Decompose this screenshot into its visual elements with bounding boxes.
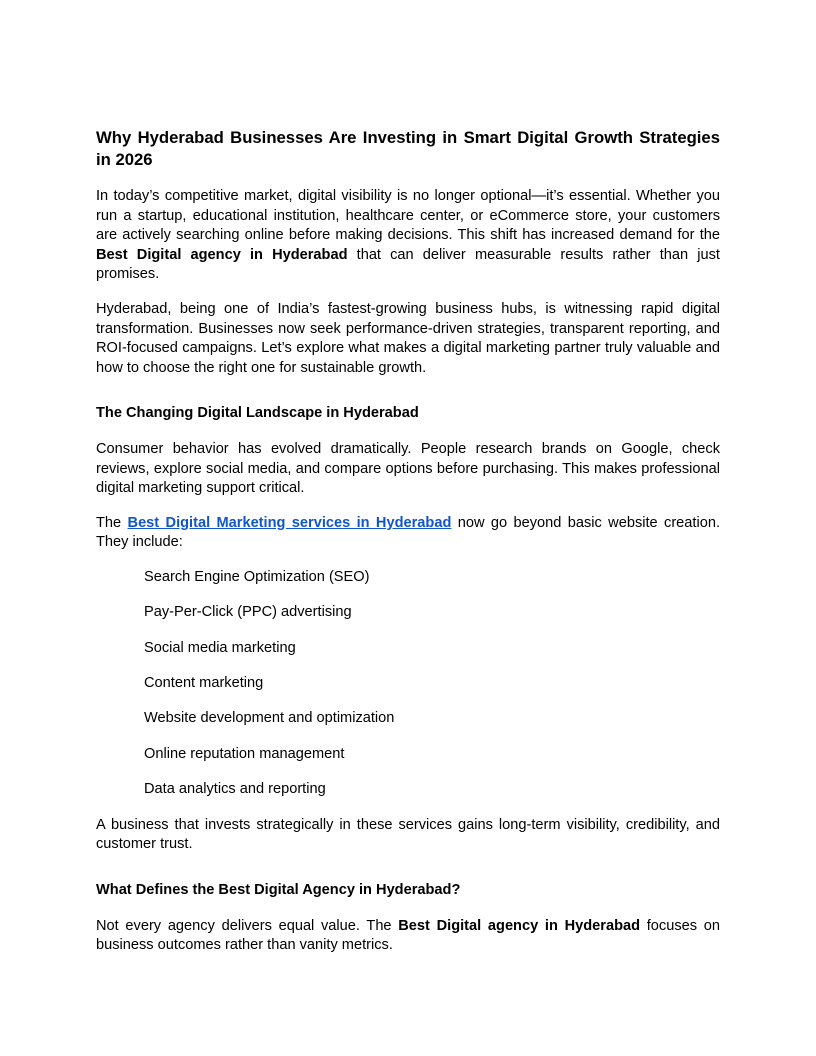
list-item: Pay-Per-Click (PPC) advertising <box>144 604 352 621</box>
list-item: Data analytics and reporting <box>144 781 326 798</box>
best-agency-p1-text-after: focuses on business outcomes rather than vanity metrics. <box>96 917 720 954</box>
best-agency-p1-text-before: Not every agency delivers equal value. The <box>96 917 399 934</box>
landscape-p2-text-after: now go beyond basic website creation. They include: <box>96 514 721 551</box>
list-item: Content marketing <box>144 675 264 692</box>
document-title: Why Hyderabad Businesses Are Investing in Smart Digital Growth Strategies in 2026 <box>96 128 720 169</box>
list-item: Social media marketing <box>144 639 296 656</box>
document-page <box>96 127 720 971</box>
intro-p1-bold-keyword: Best Digital agency in Hyderabad <box>96 246 348 263</box>
section-heading-digital-landscape: The Changing Digital Landscape in Hyderabad <box>96 405 419 422</box>
list-item: Website development and optimization <box>144 710 395 727</box>
best-agency-p1-bold-keyword: Best Digital agency in Hyderabad <box>398 917 641 934</box>
intro-p1-text-after: that can deliver measurable results rather than just promises. <box>96 246 720 283</box>
landscape-paragraph-3: A business that invests strategically in these services gains long-term visibility, credibility, and customer trust. <box>96 816 720 853</box>
landscape-paragraph-2 <box>96 514 720 553</box>
list-item: Search Engine Optimization (SEO) <box>144 568 370 585</box>
landscape-paragraph-1: Consumer behavior has evolved dramatically. People research brands on Google, check reviews, explore social media, and compare options before purchasing. This makes professional digital marketing support critical. <box>96 440 720 497</box>
intro-paragraph-2: Hyderabad, being one of India’s fastest-growing business hubs, is witnessing rapid digital transformation. Businesses now seek performance-driven strategies, transparent reporting, and ROI-focused campaigns. Let’s explore what makes a digital marketing partner truly valuable and how to choose the right one for sustainable growth. <box>96 300 720 376</box>
services-list <box>96 568 720 800</box>
landscape-p2-text-before: The <box>96 514 128 531</box>
digital-marketing-services-link[interactable]: Best Digital Marketing services in Hyderabad <box>127 514 452 531</box>
list-item: Online reputation management <box>144 745 345 762</box>
best-agency-paragraph-1 <box>96 917 720 956</box>
intro-paragraph-1 <box>96 187 720 285</box>
section-heading-best-agency: What Defines the Best Digital Agency in Hyderabad? <box>96 882 461 899</box>
intro-p1-text-before: In today’s competitive market, digital visibility is no longer optional—it’s essential. Whether you run a startup, educational institution, healthcare center, or eCommerce store, your customers are actively searching online before making decisions. This shift has increased demand for the <box>96 188 720 244</box>
